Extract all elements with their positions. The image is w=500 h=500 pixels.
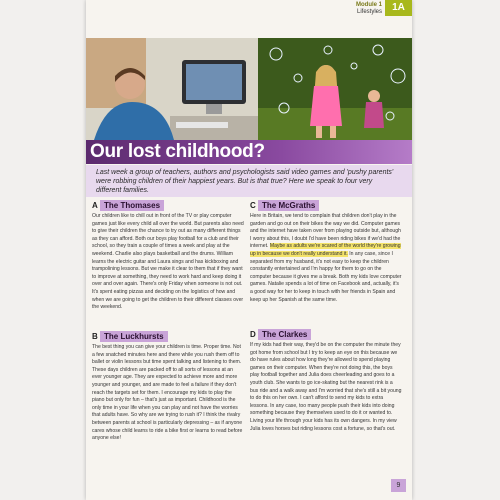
section-b-heading (92, 331, 244, 342)
photo-boy-at-computer-illustration (86, 38, 258, 140)
section-c (250, 200, 402, 304)
section-d-title: The Clarkes (258, 329, 311, 340)
section-b-letter: B (92, 332, 98, 341)
section-c-text (250, 213, 402, 304)
section-d-text: If my kids had their way, they'd be on the computer the minute they got home from school but I try to keep an eye on this because we do have rules about how long they're allowed to spend playing games on their computer. When they're not doing this, the boys play football together and Julia does cheerleading and goes to a youth club. She wants to go ice-skating but the nearest rink is a bus ride and a walk away and I'm worried that she's still a bit young to do this on her own. I can't afford to send my kids to extra lessons. In any case, too many people push their kids into doing something because they themselves used to do it or wanted to. Living your life through your kids has its own dangers. In my view Julia loves horses but riding lessons cost a fortune, so that's out. (250, 342, 402, 432)
section-c-letter: C (250, 201, 256, 210)
section-a-letter: A (92, 201, 98, 210)
section-c-title: The McGraths (258, 200, 319, 211)
photo-children-bubbles (258, 38, 412, 140)
page-title: Our lost childhood? (90, 141, 265, 162)
module-label: Module 1 (355, 2, 382, 8)
section-c-highlight: Maybe as adults we're scared of the world they're growing up in because we don't really understand it. (250, 243, 401, 257)
section-b (92, 331, 244, 443)
section-c-text-before: Here in Britain, we tend to complain that children don't play in the garden and go out on their bikes the way we did. Computer games and the internet have taken over from playing outside but, although I worry about this, I doubt I'd have been riding bikes if we'd had the internet. (250, 213, 401, 250)
textbook-page (86, 0, 412, 500)
section-a (92, 200, 244, 312)
section-d (250, 329, 402, 433)
title-bar (86, 140, 412, 164)
section-c-heading (250, 200, 402, 211)
unit-badge: 1A (385, 0, 412, 16)
section-a-title: The Thomases (100, 200, 164, 211)
topic-label: Lifestyles (356, 9, 382, 15)
section-a-text: Our children like to chill out in front of the TV or play computer games just like every child all over the world. But parents also need to give their children the chance to try out as many different things as they can afford. Both our boys play football for a club and their school, so they train a couple of times a week and play at the weekend. Charlie also plays basketball and the drums. William learns the electric guitar and Laura sings and has kickboxing and trampolining lessons. But we make it clear to them that if they want to improve at something, they need to work hard and keep doing it over and over again. There's only Friday when someone is not out. It's spent eating pizzas and deciding on the logistics of how and when we are going to get the children to their different classes over the weekend. (92, 213, 244, 311)
photo-children-bubbles-illustration (258, 38, 412, 140)
section-c-text-after: In any case, since I separated from my husband, it's not easy to keep the children constantly entertained and I'm happy for them to go on the computer because it gives me a break. Both my kids love computer games. Natalie spends a lot of time on Facebook and, actually, it's a good way for her to keep in touch with her friends in Spain and keep up her Spanish at the same time. (250, 250, 402, 303)
photo-boy-at-computer (86, 38, 258, 140)
section-d-heading (250, 329, 402, 340)
module-header (356, 2, 382, 16)
page-number: 9 (391, 479, 406, 492)
section-a-heading (92, 200, 244, 211)
section-b-title: The Luckhursts (100, 331, 168, 342)
intro-paragraph: Last week a group of teachers, authors and psychologists said video games and 'pushy parents' were robbing children of their happiest years. But is that true? Here we speak to four very different families. (86, 165, 412, 197)
section-d-letter: D (250, 330, 256, 339)
section-b-text: The best thing you can give your children is time. Proper time. Not a few snatched minutes here and there while you rush them off to ballet or violin lessons but time spent talking and listening to them. These days children are packed off to all sorts of lessons at an ever younger age. They are expected to achieve more and more younger and younger, and are made to feel a failure if they don't reach the targets set for them. I encourage my kids to play the piano but only for fun – that's just as important. Childhood is the only time in your life when you can play and not have the worries that adults have. So why are we trying to rush it? I think the rivalry between parents at school is particularly depressing – as if anyone cares whose child learns to ride a bike first or learns to read before anyone else! (92, 344, 243, 442)
